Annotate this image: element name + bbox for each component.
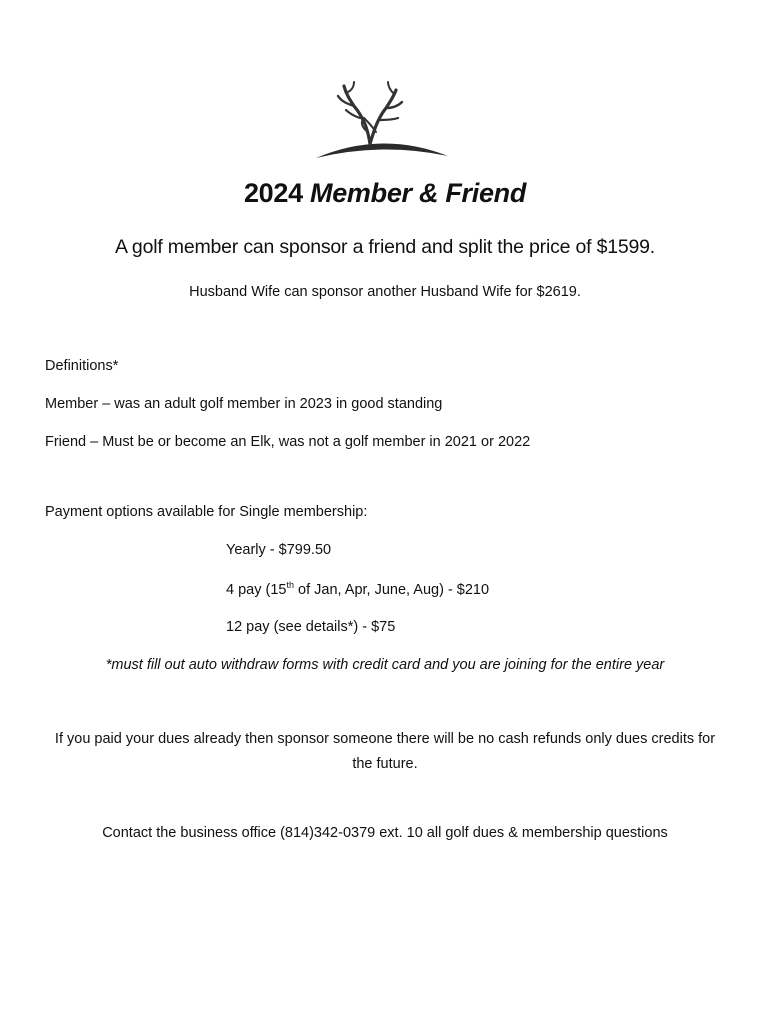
definition-member: Member – was an adult golf member in 2023 in good standing [45, 396, 443, 412]
four-pay-suffix: of Jan, Apr, June, Aug) - $210 [293, 581, 490, 598]
payment-heading: Payment options available for Single membership: [45, 504, 368, 520]
four-pay-prefix: 4 pay (15 [226, 581, 287, 598]
payment-option-yearly: Yearly - $799.50 [226, 542, 332, 558]
page-title [0, 178, 770, 209]
subtitle: A golf member can sponsor a friend and split the price of $1599. [114, 236, 656, 258]
title-year: 2024 [243, 178, 303, 208]
definition-friend: Friend – Must be or become an Elk, was not a golf member in 2021 or 2022 [45, 434, 531, 450]
payment-option-four-pay [226, 580, 489, 598]
payment-option-twelve-pay: 12 pay (see details*) - $75 [226, 619, 396, 635]
elk-antler-logo-icon [310, 78, 455, 168]
four-pay-superscript: th [286, 580, 294, 590]
subnote: Husband Wife can sponsor another Husband Wife for $2619. [189, 284, 581, 300]
payment-note: *must fill out auto withdraw forms with credit card and you are joining for the entire year [105, 657, 665, 673]
definitions-heading: Definitions* [45, 358, 119, 374]
refund-notice: If you paid your dues already then sponsor someone there will be no cash refunds only dues credits for the future. [54, 731, 716, 772]
title-emphasis: Member & Friend [310, 178, 527, 208]
contact-info: Contact the business office (814)342-0379 ext. 10 all golf dues & membership questions [102, 825, 668, 841]
